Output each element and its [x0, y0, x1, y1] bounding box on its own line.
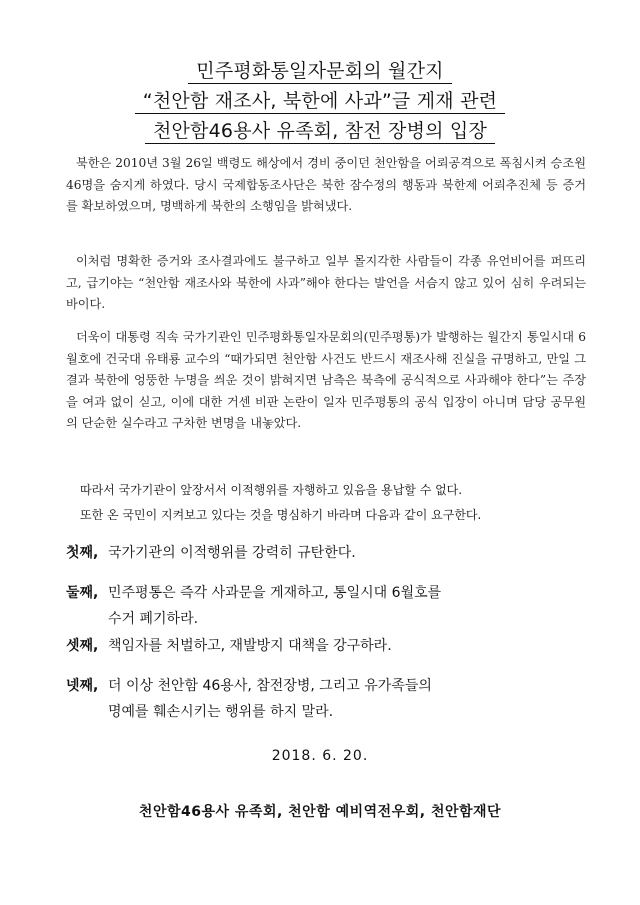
body-paragraph-3: [66, 327, 586, 435]
body-paragraph-1: [66, 153, 586, 218]
statement-line-1: 따라서 국가기관이 앞장서서 이적행위를 자행하고 있음을 용납할 수 없다.: [80, 483, 463, 497]
demand-1-number: 첫째,: [66, 545, 99, 561]
document-date: 2018. 6. 20.: [271, 748, 369, 764]
demand-1: [66, 540, 606, 566]
body-paragraph-2-text: 이처럼 명확한 증거와 조사결과에도 불구하고 일부 몰지각한 사람들이 각종 유언비어를 퍼뜨리고, 급기야는 “천안함 재조사와 북한에 사과”해야 한다는 발언을 서슴지 않고 있어 심히 우려되는 바이다.: [66, 254, 586, 311]
demand-4: [66, 673, 606, 725]
body-paragraph-2: [66, 251, 586, 316]
demand-4-line-1: 더 이상 천안함 46용사, 참전장병, 그리고 유가족들의: [108, 678, 432, 694]
statement-line-2: 또한 온 국민이 지켜보고 있다는 것을 명심하기 바라며 다음과 같이 요구한다.: [80, 508, 482, 522]
demand-3: [66, 633, 606, 659]
title-line-1-text: 민주평화통일자문회의 월간지: [188, 60, 451, 84]
demand-3-number: 셋째,: [66, 638, 99, 654]
title-line-1: [60, 60, 580, 84]
demand-2-line-2: 수거 폐기하라.: [108, 611, 199, 627]
title-line-2-text: “천안함 재조사, 북한에 사과”글 게재 관련: [135, 90, 505, 114]
demand-1-line-1: 국가기관의 이적행위를 강력히 규탄한다.: [108, 545, 356, 561]
title-line-3: [60, 120, 580, 144]
statement-block: [80, 478, 600, 528]
demand-2-number: 둘째,: [66, 585, 99, 601]
demand-3-text: [108, 633, 606, 659]
demand-4-line-2: 명예를 훼손시키는 행위를 하지 말라.: [108, 704, 334, 720]
demand-2-line-1: 민주평통은 즉각 사과문을 게재하고, 통일시대 6월호를: [108, 585, 442, 601]
title-line-2: [60, 90, 580, 114]
demand-2-text: [108, 580, 606, 632]
demand-1-text: [108, 540, 606, 566]
demand-4-text: [108, 673, 606, 725]
demand-3-line-1: 책임자를 처벌하고, 재발방지 대책을 강구하라.: [108, 638, 392, 654]
body-paragraph-3-text: 더욱이 대통령 직속 국가기관인 민주평화통일자문회의(민주평통)가 발행하는 월간지 통일시대 6월호에 건국대 유태룡 교수의 “때가되면 천안함 사건도 반드시 재조사해 진실을 규명하고, 만일 그 결과 북한에 엉뚱한 누명을 씌운 것이 밝혀지면 남측은 북측에 공식적으로 사과해야 한다”는 주장을 여과 없이 싣고, 이에 대한 거센 비판 논란이 일자 민주평통의 공식 입장이 아니며 담당 공무원의 단순한 실수라고 구차한 변명을 내놓았다.: [66, 330, 586, 430]
signature-organizations: 천안함46용사 유족회, 천안함 예비역전우회, 천안함재단: [138, 804, 502, 820]
demand-4-number: 넷째,: [66, 678, 99, 694]
title-line-3-text: 천안함46용사 유족회, 참전 장병의 입장: [145, 120, 495, 144]
body-paragraph-1-text: 북한은 2010년 3월 26일 백령도 해상에서 경비 중이던 천안함을 어뢰공격으로 폭침시켜 승조원 46명을 숨지게 하였다. 당시 국제합동조사단은 북한 잠수정의 행동과 북한제 어뢰추진체 등 증거를 확보하였으며, 명백하게 북한의 소행임을 밝혀냈다.: [66, 156, 586, 213]
demand-2: [66, 580, 606, 632]
